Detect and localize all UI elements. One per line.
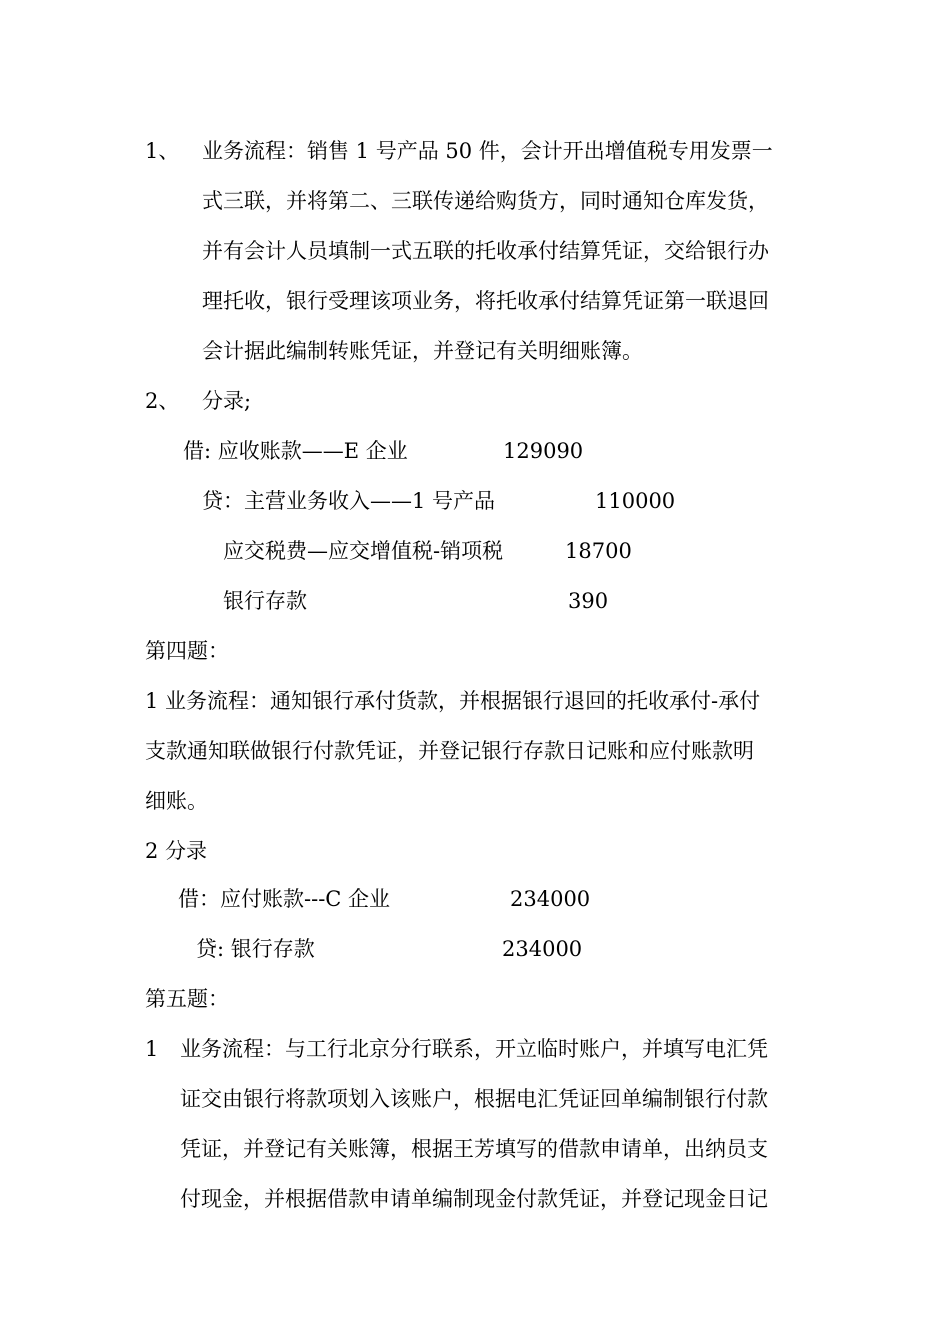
- journal-entry-amount: 129090: [503, 439, 584, 463]
- journal-entry-amount: 390: [568, 589, 609, 613]
- journal-entry-amount: 110000: [595, 489, 676, 513]
- item-number: 2、: [145, 389, 180, 413]
- paragraph-line: 业务流程：销售 1 号产品 50 件，会计开出增值税专用发票一: [202, 139, 773, 163]
- paragraph-line: 细账。: [145, 789, 208, 813]
- paragraph-line: 业务流程：与工行北京分行联系，开立临时账户，并填写电汇凭: [180, 1037, 768, 1061]
- journal-entry-amount: 18700: [565, 539, 632, 563]
- entry-label: 分录;: [202, 389, 252, 413]
- section-heading: 第四题：: [145, 639, 229, 663]
- journal-entry-text: 贷: 银行存款: [196, 937, 315, 961]
- paragraph-line: 付现金，并根据借款申请单编制现金付款凭证，并登记现金日记: [180, 1187, 768, 1211]
- paragraph-line: 证交由银行将款项划入该账户，根据电汇凭证回单编制银行付款: [180, 1087, 768, 1111]
- journal-entry-text: 借：应付账款---C 企业: [178, 887, 391, 911]
- journal-entry-amount: 234000: [510, 887, 591, 911]
- paragraph-line: 1 业务流程：通知银行承付货款，并根据银行退回的托收承付-承付: [145, 689, 761, 713]
- journal-entry-text: 应交税费—应交增值税-销项税: [223, 539, 504, 563]
- item-number: 1: [145, 1037, 159, 1061]
- journal-entry-amount: 234000: [502, 937, 583, 961]
- section-heading: 第五题：: [145, 987, 229, 1011]
- paragraph-line: 理托收，银行受理该项业务，将托收承付结算凭证第一联退回: [202, 289, 769, 313]
- paragraph-line: 并有会计人员填制一式五联的托收承付结算凭证，交给银行办: [202, 239, 769, 263]
- paragraph-line: 凭证，并登记有关账簿，根据王芳填写的借款申请单，出纳员支: [180, 1137, 768, 1161]
- entry-label: 2 分录: [145, 839, 208, 863]
- journal-entry-text: 贷：主营业务收入——1 号产品: [202, 489, 496, 513]
- paragraph-line: 会计据此编制转账凭证，并登记有关明细账簿。: [202, 339, 643, 363]
- journal-entry-text: 借: 应收账款——E 企业: [183, 439, 408, 463]
- paragraph-line: 式三联，并将第二、三联传递给购货方，同时通知仓库发货，: [202, 189, 769, 213]
- journal-entry-text: 银行存款: [223, 589, 307, 613]
- item-number: 1、: [145, 139, 180, 163]
- paragraph-line: 支款通知联做银行付款凭证，并登记银行存款日记账和应付账款明: [145, 739, 754, 763]
